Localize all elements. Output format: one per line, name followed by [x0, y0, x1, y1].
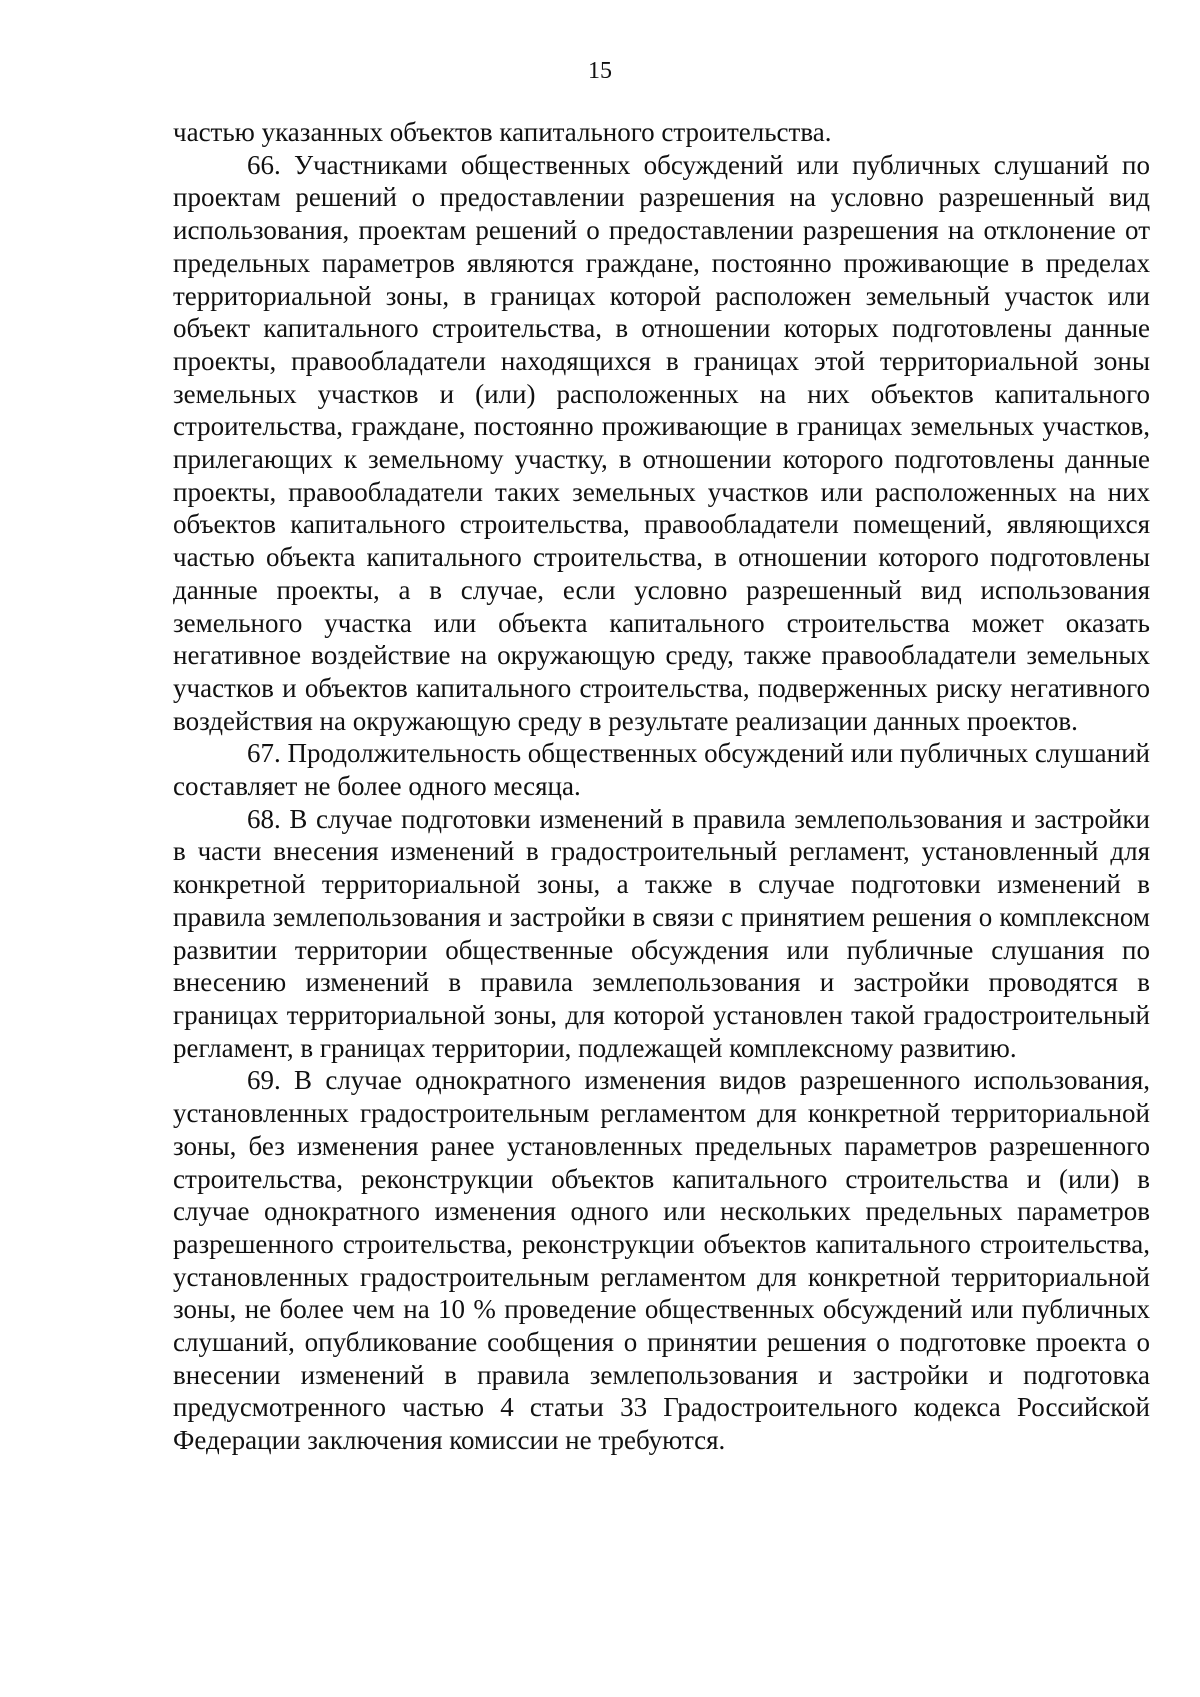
paragraph-66: 66. Участниками общественных обсуждений или публичных слушаний по проектам решений о предоставлении разрешения на условно разрешенный вид использования, проектам решений о предоставлении разрешения на отклонение от предельных параметров являются граждане, постоянно проживающие в пределах территориальной зоны, в границах которой расположен земельный участок или объект капитального строительства, в отношении которых подготовлены данные проекты, правообладатели находящихся в границах этой территориальной зоны земельных участков и (или) расположенных на них объектов капитального строительства, граждане, постоянно проживающие в границах земельных участков, прилегающих к земельному участку, в отношении которого подготовлены данные проекты, правообладатели таких земельных участков или расположенных на них объектов капитального строительства, правообладатели помещений, являющихся частью объекта капитального строительства, в отношении которого подготовлены данные проекты, а в случае, если условно разрешенный вид использования земельного участка или объекта капитального строительства может оказать негативное воздействие на окружающую среду, также правообладатели земельных участков и объектов капитального строительства, подверженных риску негативного воздействия на окружающую среду в результате реализации данных проектов.: [173, 149, 1150, 736]
document-body: [173, 116, 1150, 1457]
paragraph-68: 68. В случае подготовки изменений в правила землепользования и застройки в части внесения изменений в градостроительный регламент, установленный для конкретной территориальной зоны, а также в случае подготовки изменений в правила землепользования и застройки в связи с принятием решения о комплексном развитии территории общественные обсуждения или публичные слушания по внесению изменений в правила землепользования и застройки проводятся в границах территориальной зоны, для которой установлен такой градостроительный регламент, в границах территории, подлежащей комплексному развитию.: [173, 803, 1150, 1063]
paragraph-67: 67. Продолжительность общественных обсуждений или публичных слушаний составляет не более одного месяца.: [173, 738, 1150, 802]
page-number: 15: [588, 58, 612, 84]
paragraph-69: 69. В случае однократного изменения видов разрешенного использования, установленных градостроительным регламентом для конкретной территориальной зоны, без изменения ранее установленных предельных параметров разрешенного строительства, реконструкции объектов капитального строительства и (или) в случае однократного изменения одного или нескольких предельных параметров разрешенного строительства, реконструкции объектов капитального строительства, установленных градостроительным регламентом для конкретной территориальной зоны, не более чем на 10 % проведение общественных обсуждений или публичных слушаний, опубликование сообщения о принятии решения о подготовке проекта о внесении изменений в правила землепользования и застройки и подготовка предусмотренного частью 4 статьи 33 Градостроительного кодекса Российской Федерации заключения комиссии не требуются.: [173, 1065, 1150, 1456]
paragraph-continuation: частью указанных объектов капитального строительства.: [173, 117, 832, 147]
